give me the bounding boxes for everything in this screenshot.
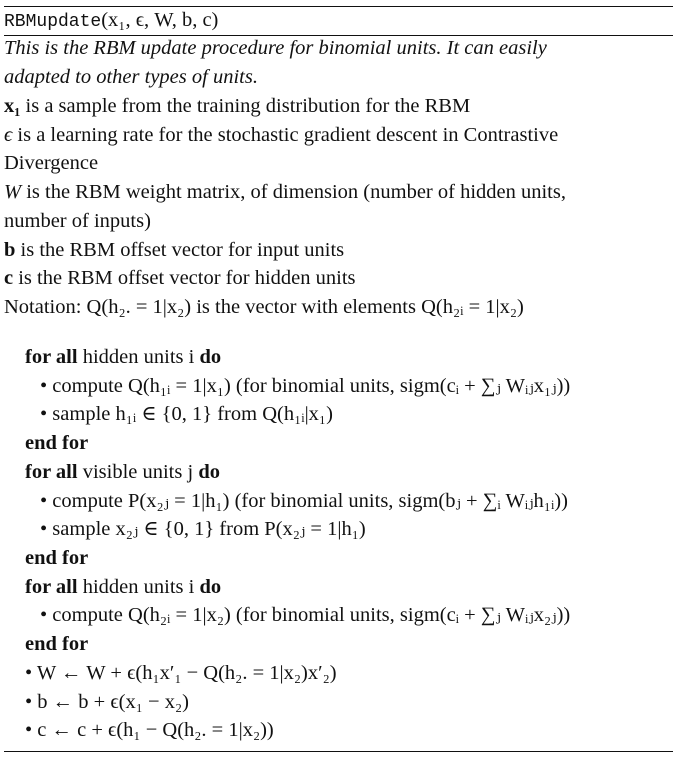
bottom-rule xyxy=(4,751,673,752)
keyword-for-all: for all xyxy=(25,576,78,598)
keyword-do: do xyxy=(198,461,220,483)
keyword-do: do xyxy=(199,576,222,598)
loop3-end: end for xyxy=(25,633,89,655)
update-W: • W ← W + ϵ(h₁x′₁ − Q(h₂. = 1|x₂)x′₂) xyxy=(25,662,337,684)
algorithm-signature xyxy=(4,6,218,37)
param-b xyxy=(4,236,344,265)
update-b: • b ← b + ϵ(x₁ − x₂) xyxy=(25,691,189,713)
param-text: Divergence xyxy=(4,152,99,174)
param-text: is the RBM weight matrix, of dimension (number of hidden units, xyxy=(21,181,566,203)
param-W xyxy=(4,178,566,207)
param-text: is a learning rate for the stochastic gradient descent in Contrastive xyxy=(12,124,559,146)
param-symbol: ϵ xyxy=(4,124,13,146)
param-x1 xyxy=(4,92,470,121)
notation-line: Notation: Q(h₂. = 1|x₂) is the vector with elements Q(h₂ᵢ = 1|x₂) xyxy=(4,296,524,318)
param-text: is the RBM offset vector for input units xyxy=(15,239,345,261)
loop-range: visible units j xyxy=(77,461,199,483)
loop1-header xyxy=(25,343,221,372)
loop3-header xyxy=(25,573,221,602)
procedure-args: (x₁, ϵ, W, b, c) xyxy=(101,9,219,31)
param-text: is a sample from the training distribution for the RBM xyxy=(20,95,471,117)
param-W-cont xyxy=(4,207,151,236)
loop2-step-1: • compute P(x₂ⱼ = 1|h₁) (for binomial units, sigm(bⱼ + ∑ᵢ Wᵢⱼh₁ᵢ)) xyxy=(40,490,568,512)
description-line-2: adapted to other types of units. xyxy=(4,66,258,88)
loop1-step-1: • compute Q(h₁ᵢ = 1|x₁) (for binomial units, sigm(cᵢ + ∑ⱼ Wᵢⱼx₁ⱼ)) xyxy=(40,375,571,397)
keyword-for-all: for all xyxy=(25,346,78,368)
loop2-step-2: • sample x₂ⱼ ∈ {0, 1} from P(x₂ⱼ = 1|h₁) xyxy=(40,518,366,540)
keyword-do: do xyxy=(199,346,222,368)
loop-range: hidden units i xyxy=(77,346,200,368)
loop-range: hidden units i xyxy=(77,576,200,598)
loop1-step-2: • sample h₁ᵢ ∈ {0, 1} from Q(h₁ᵢ|x₁) xyxy=(40,403,333,425)
param-symbol: W xyxy=(4,181,22,203)
loop2-header xyxy=(25,458,220,487)
description-line-1: This is the RBM update procedure for binomial units. It can easily xyxy=(4,37,547,59)
loop2-end: end for xyxy=(25,547,89,569)
param-symbol: b xyxy=(4,239,16,261)
update-c: • c ← c + ϵ(h₁ − Q(h₂. = 1|x₂)) xyxy=(25,719,274,741)
param-symbol: c xyxy=(4,267,14,289)
param-symbol: x₁ xyxy=(4,95,21,117)
keyword-for-all: for all xyxy=(25,461,78,483)
param-epsilon xyxy=(4,121,558,150)
loop1-end: end for xyxy=(25,432,89,454)
param-text: is the RBM offset vector for hidden units xyxy=(13,267,356,289)
param-c xyxy=(4,264,356,293)
procedure-name: RBMupdate xyxy=(4,12,102,32)
param-text: number of inputs) xyxy=(4,210,151,232)
param-epsilon-cont xyxy=(4,149,98,178)
loop3-step-1: • compute Q(h₂ᵢ = 1|x₂) (for binomial units, sigm(cᵢ + ∑ⱼ Wᵢⱼx₂ⱼ)) xyxy=(40,604,571,626)
